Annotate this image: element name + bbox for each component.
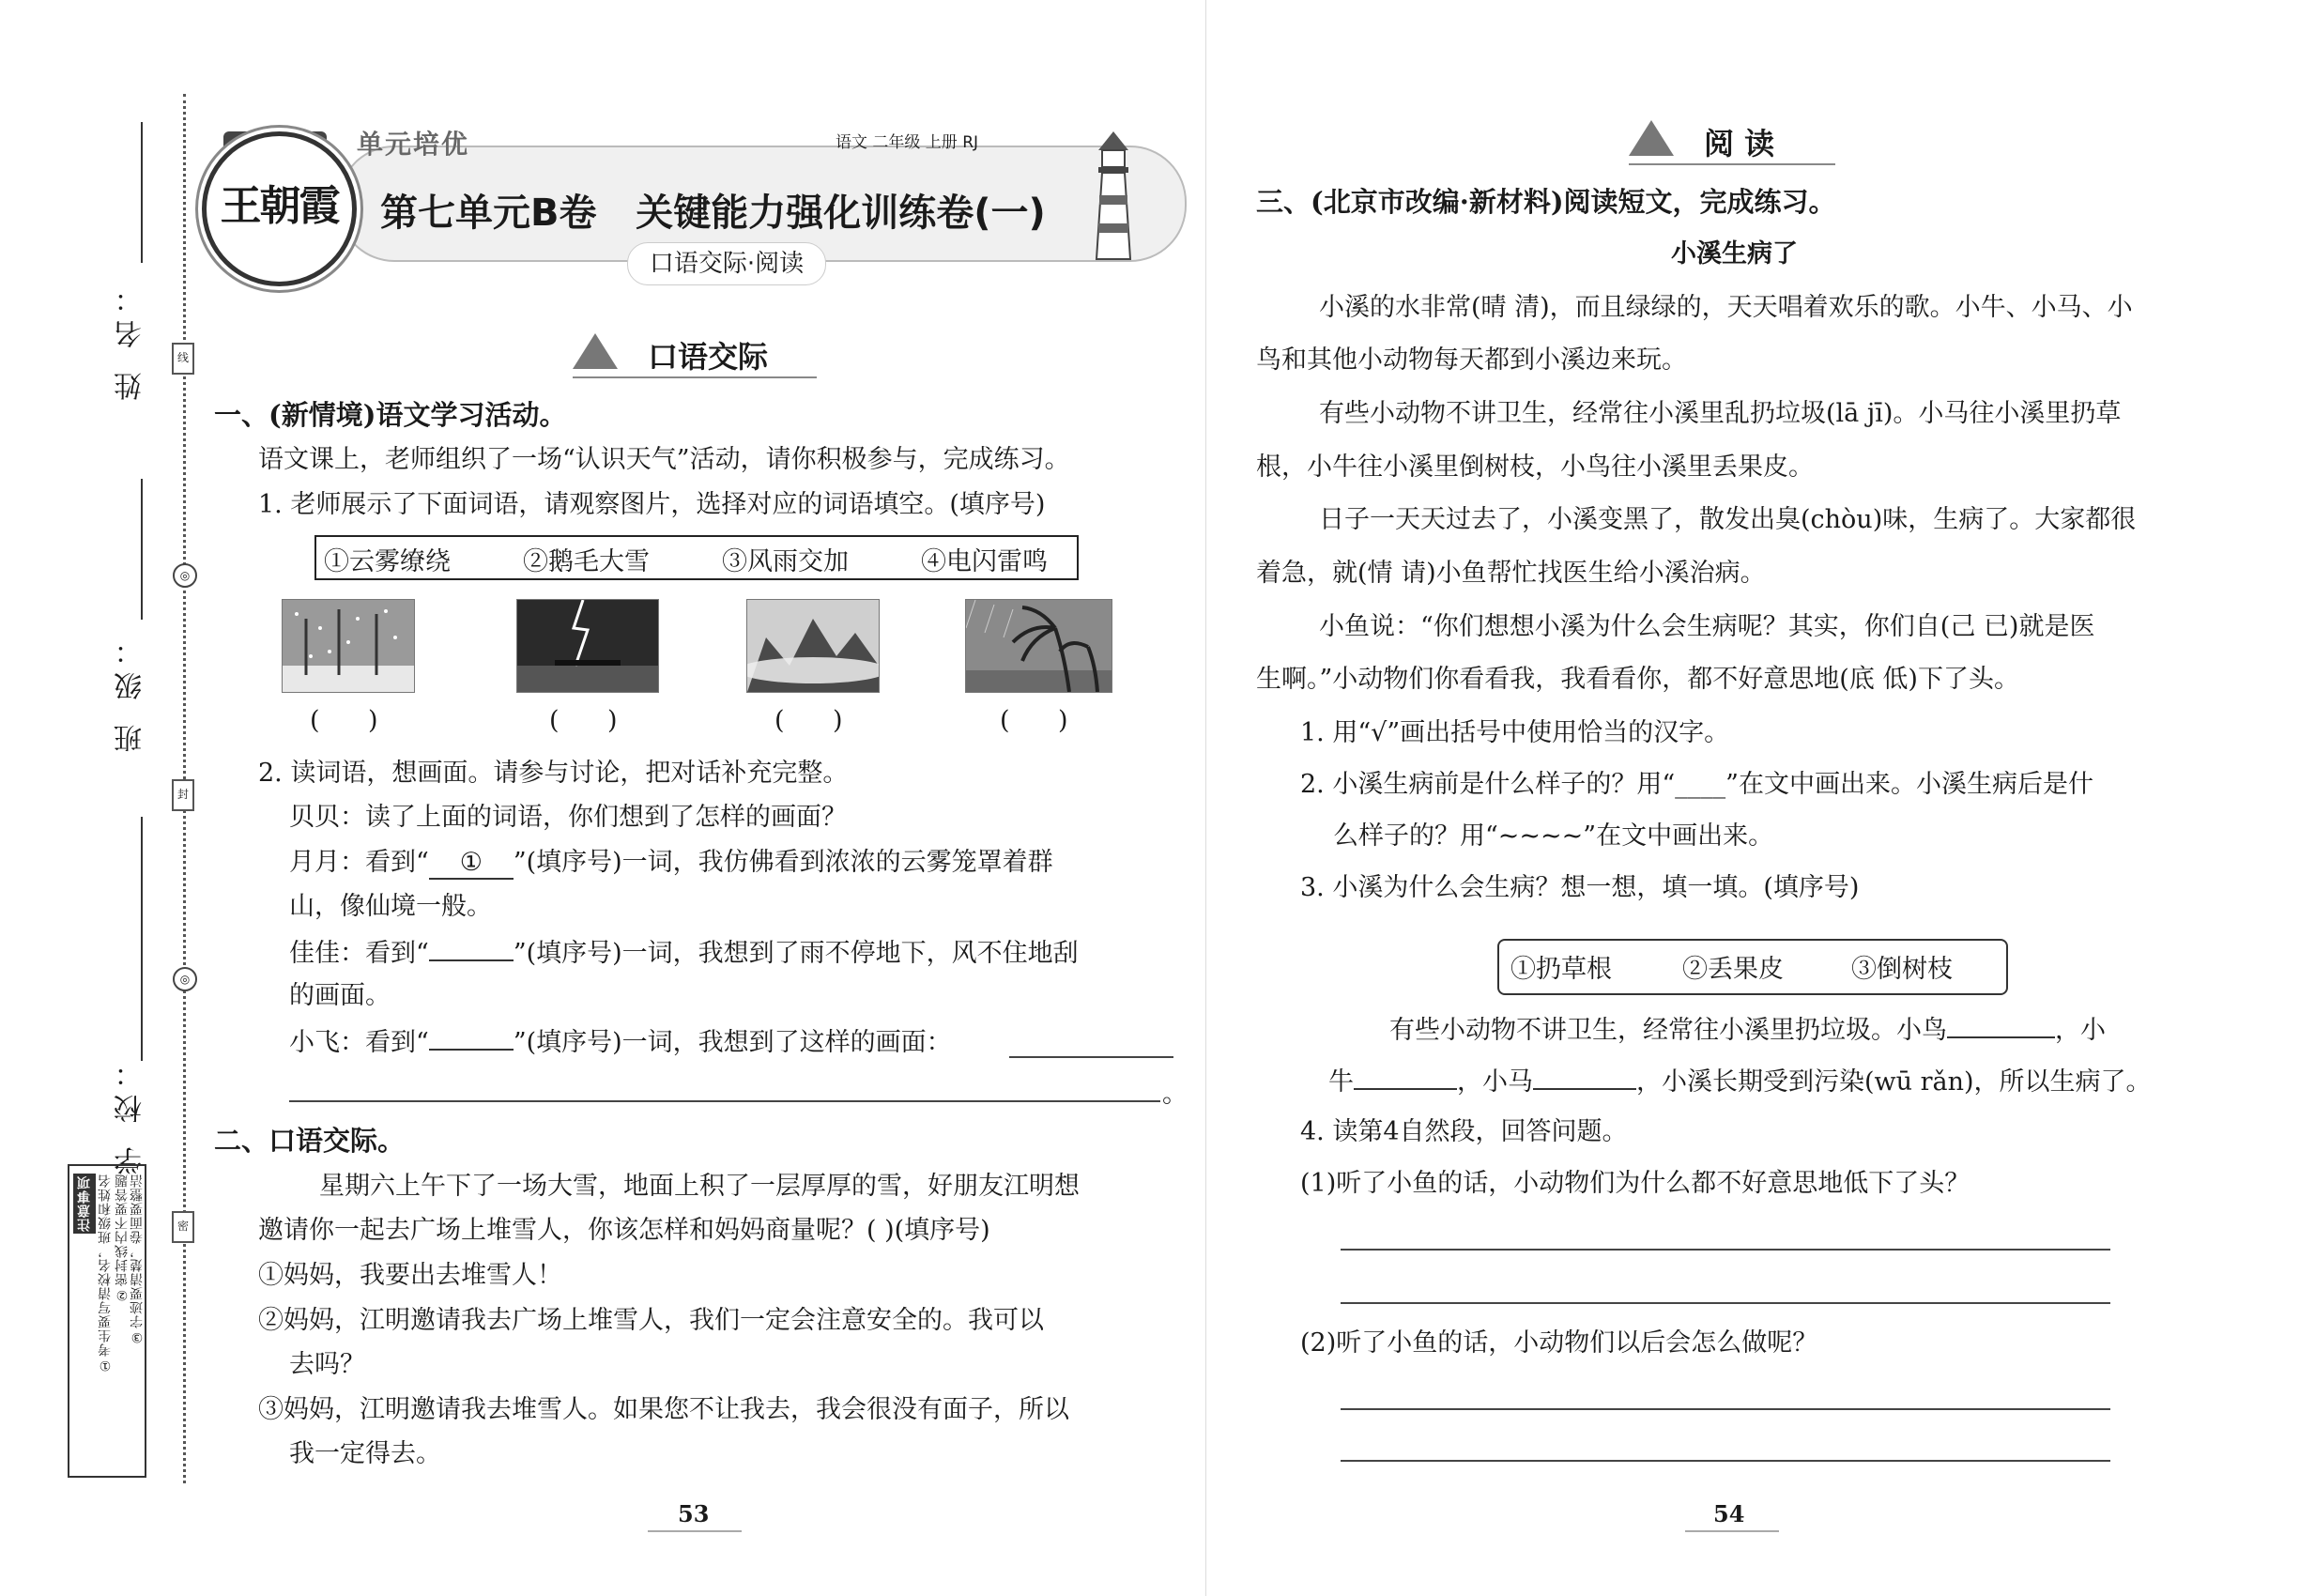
- answer-line[interactable]: [1341, 1249, 2110, 1251]
- q2-heading: 二、口语交际。: [214, 1125, 406, 1157]
- q1-intro: 语文课上，老师组织了一场“认识天气”活动，请你积极参与，完成练习。: [258, 445, 1070, 474]
- note-item: ②密封线内不要答题: [115, 1174, 130, 1302]
- q3-sub4-q1: (1)听了小鱼的话，小动物们为什么都不好意思地低下了头？: [1300, 1169, 1970, 1198]
- lighthouse-icon: [1089, 130, 1138, 261]
- fill-text: ，小: [2055, 1016, 2106, 1045]
- name-write-line[interactable]: [141, 122, 143, 263]
- page-subtitle: 口语交际·阅读: [627, 242, 826, 285]
- story-title: 小溪生病了: [1671, 239, 1798, 269]
- school-write-line[interactable]: [141, 817, 143, 1061]
- class-write-line[interactable]: [141, 479, 143, 620]
- fill-sentence-1: [1389, 1014, 2106, 1046]
- q2-option-1: ①妈妈，我要出去堆雪人！: [258, 1261, 562, 1290]
- note-item: ③字迹要清楚，卷面要整洁: [130, 1174, 145, 1344]
- answer-blank[interactable]: [429, 1026, 514, 1051]
- q3-heading: 三、(北京市改编·新材料)阅读短文，完成练习。: [1256, 186, 1836, 218]
- story-line: 小鱼说：“你们想想小溪为什么会生病呢？其实，你们自(己 已)就是医: [1319, 612, 2095, 641]
- answer-blank[interactable]: [429, 937, 514, 961]
- class-label: 班 级：: [115, 629, 147, 753]
- answer-line[interactable]: [1341, 1302, 2110, 1304]
- q3-sub2: 2. 小溪生病前是什么样子的？用“____”在文中画出来。小溪生病后是什: [1300, 770, 2093, 799]
- seal-marker-secret: 密: [172, 1211, 194, 1243]
- misty-mountain-photo: [746, 599, 880, 693]
- dialogue-suffix: ”(填序号)一词，我仿佛看到浓浓的云雾笼罩着群: [513, 848, 1053, 877]
- answer-blank[interactable]: ( ): [1000, 706, 1068, 735]
- page-number-ornament: [1685, 1530, 1779, 1532]
- q1-heading: 一、(新情境)语文学习活动。: [214, 399, 567, 431]
- choice-item: ①扔草根: [1510, 955, 1612, 984]
- storm-palm-photo: [965, 599, 1112, 693]
- answer-line[interactable]: [1009, 1056, 1173, 1058]
- notes-box: [68, 1164, 146, 1478]
- logo-text: 王朝霞: [220, 182, 339, 230]
- lightning-scene-photo: [516, 599, 659, 693]
- binding-hole-icon: ◎: [173, 563, 197, 588]
- story-line: 小溪的水非常(晴 清)，而且绿绿的，天天唱着欢乐的歌。小牛、小马、小: [1319, 293, 2133, 322]
- answer-blank[interactable]: [1354, 1066, 1457, 1090]
- fill-text: ，小溪长期受到污染(wū rǎn)，所以生病了。: [1636, 1067, 2152, 1097]
- story-line: 根，小牛往小溪里倒树枝，小鸟往小溪里丢果皮。: [1256, 453, 1814, 482]
- brand-logo: [202, 131, 357, 286]
- fill-text: ，小马: [1457, 1067, 1533, 1097]
- dialogue-beibei: 贝贝：读了上面的词语，你们想到了怎样的画面？: [289, 803, 847, 832]
- dialogue-suffix: ”(填序号)一词，我想到了雨不停地下，风不住地刮: [513, 939, 1079, 968]
- story-line: 鸟和其他小动物每天都到小溪边来玩。: [1256, 345, 1687, 375]
- story-line: 着急，就(情 请)小鱼帮忙找医生给小溪治病。: [1256, 559, 1766, 588]
- fill-text: 牛: [1328, 1067, 1354, 1097]
- fill-sentence-2: [1328, 1066, 2152, 1097]
- page-title: 第七单元B卷 关键能力强化训练卷(一): [380, 192, 1046, 235]
- dialogue-yueyue-cont: 山，像仙境一般。: [289, 892, 492, 921]
- fill-text: 有些小动物不讲卫生，经常往小溪里扔垃圾。小鸟: [1389, 1016, 1947, 1045]
- word-option: ④电闪雷鸣: [921, 547, 1048, 576]
- q3-sub1: 1. 用“√”画出括号中使用恰当的汉字。: [1300, 718, 1730, 747]
- section-banner-reading: [1629, 120, 1835, 161]
- story-line: 生啊。”小动物们你看看我，我看看你，都不好意思地(底 低)下了头。: [1256, 665, 2019, 694]
- q2-option-3: ③妈妈，江明邀请我去堆雪人。如果您不让我去，我会很没有面子，所以: [258, 1395, 1069, 1424]
- unit-tag: 单元培优: [357, 129, 470, 160]
- answer-line[interactable]: [289, 1100, 1160, 1102]
- q3-sub4: 4. 读第4自然段，回答问题。: [1300, 1117, 1628, 1146]
- dialogue-prefix: 佳佳：看到“: [289, 939, 429, 968]
- choice-item: ③倒树枝: [1851, 955, 1953, 984]
- word-option: ①云雾缭绕: [324, 547, 451, 576]
- section-banner-oral: [573, 333, 817, 375]
- answer-line[interactable]: [1341, 1460, 2110, 1462]
- q2-text-2: 邀请你一起去广场上堆雪人，你该怎样和妈妈商量呢？( )(填序号): [258, 1216, 990, 1245]
- q3-sub2-cont: 么样子的？用“~~~~”在文中画出来。: [1333, 821, 1774, 851]
- word-options-box: [314, 535, 1079, 580]
- dialogue-jiajia: [289, 937, 1079, 969]
- sailboat-icon: [573, 333, 618, 369]
- dialogue-yueyue: [289, 848, 1053, 880]
- filled-answer[interactable]: ①: [429, 848, 514, 880]
- page-number-left: 53: [678, 1500, 710, 1527]
- note-item: ①考生要写清校名，班级和姓名: [98, 1174, 113, 1373]
- school-label: 学 校：: [115, 1051, 147, 1175]
- dialogue-prefix: 月月：看到“: [289, 848, 429, 877]
- dialogue-jiajia-cont: 的画面。: [289, 981, 391, 1010]
- choice-scroll-box: [1497, 939, 2008, 995]
- answer-blank[interactable]: [1947, 1014, 2055, 1038]
- q2-option-2: ②妈妈，江明邀请我去广场上堆雪人，我们一定会注意安全的。我可以: [258, 1306, 1044, 1335]
- answer-blank[interactable]: [1533, 1066, 1636, 1090]
- q3-sub3: 3. 小溪为什么会生病？想一想，填一填。(填序号): [1300, 873, 1860, 902]
- answer-blank[interactable]: ( ): [774, 706, 843, 735]
- binding-margin: [0, 0, 197, 1596]
- answer-blank[interactable]: ( ): [310, 706, 378, 735]
- choice-item: ②丢果皮: [1682, 955, 1784, 984]
- sailboat-icon: [1629, 120, 1674, 156]
- page-number-right: 54: [1713, 1500, 1745, 1527]
- page-divider: [1205, 0, 1206, 1596]
- q1-sub1: 1. 老师展示了下面词语，请观察图片，选择对应的词语填空。(填序号): [258, 490, 1046, 519]
- q3-sub4-q2: (2)听了小鱼的话，小动物们以后会怎么做呢？: [1300, 1328, 1818, 1358]
- book-meta: 语文 二年级 上册 RJ: [836, 133, 979, 152]
- seal-marker-seal: 封: [172, 779, 194, 811]
- q2-option-2-cont: 去吗？: [289, 1350, 365, 1379]
- banner-title: 口语交际: [648, 339, 769, 375]
- q2-option-3-cont: 我一定得去。: [289, 1439, 441, 1468]
- name-label: 姓 名：: [115, 277, 147, 401]
- dialogue-prefix: 小飞：看到“: [289, 1028, 429, 1057]
- page-number-ornament: [648, 1530, 742, 1532]
- end-period: 。: [1162, 1080, 1188, 1109]
- word-option: ②鹅毛大雪: [523, 547, 650, 576]
- answer-line[interactable]: [1341, 1408, 2110, 1410]
- q2-text-1: 星期六上午下了一场大雪，地面上积了一层厚厚的雪，好朋友江明想: [319, 1172, 1080, 1201]
- answer-blank[interactable]: ( ): [549, 706, 618, 735]
- story-line: 日子一天天过去了，小溪变黑了，散发出臭(chòu)味，生病了。大家都很: [1319, 505, 2137, 534]
- binding-hole-icon: ◎: [173, 967, 197, 991]
- word-option: ③风雨交加: [722, 547, 849, 576]
- q1-sub2: 2. 读词语，想画面。请参与讨论，把对话补充完整。: [258, 759, 849, 788]
- seal-marker-line: 线: [172, 343, 194, 375]
- notes-title: 注意事项: [73, 1174, 96, 1234]
- banner-title: 阅 读: [1704, 126, 1775, 161]
- dialogue-xiaofei: [289, 1026, 952, 1058]
- dialogue-suffix: ”(填序号)一词，我想到了这样的画面：: [513, 1028, 952, 1057]
- story-line: 有些小动物不讲卫生，经常往小溪里乱扔垃圾(lā jī)。小马往小溪里扔草: [1319, 399, 2122, 428]
- snow-scene-photo: [282, 599, 415, 693]
